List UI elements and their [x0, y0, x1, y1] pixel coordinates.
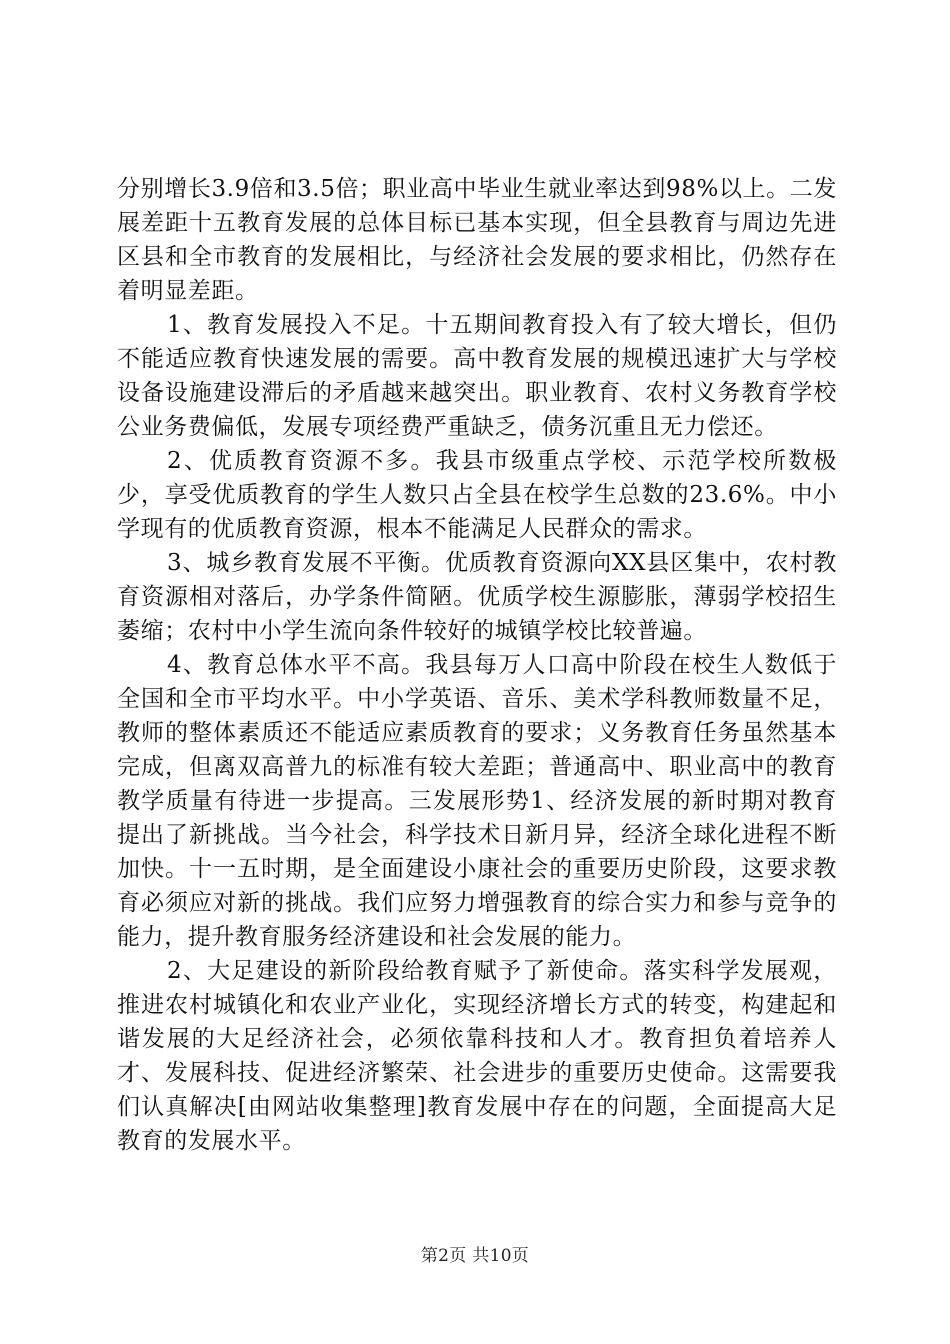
- page-number-indicator: 第2页 共10页: [420, 1246, 530, 1266]
- document-body: [117, 172, 837, 1158]
- paragraph-point-1-investment: 1、教育发展投入不足。十五期间教育投入有了较大增长，但仍不能适应教育快速发展的需要。高中教育发展的规模迅速扩大与学校设备设施建设滞后的矛盾越来越突出。职业教育、农村义务教育学校公业务费偏低，发展专项经费严重缺乏，债务沉重且无力偿还。: [117, 312, 837, 440]
- paragraph-point-4-level: 4、教育总体水平不高。我县每万人口高中阶段在校生人数低于全国和全市平均水平。中小学英语、音乐、美术学科教师数量不足，教师的整体素质还不能适应素质教育的要求；义务教育任务虽然基本完成，但离双高普九的标准有较大差距；普通高中、职业高中的教育教学质量有待进一步提高。三发展形势1、经济发展的新时期对教育提出了新挑战。当今社会，科学技术日新月异，经济全球化进程不断加快。十一五时期，是全面建设小康社会的重要历史阶段，这要求教育必须应对新的挑战。我们应努力增强教育的综合实力和参与竞争的能力，提升教育服务经济建设和社会发展的能力。: [117, 652, 837, 950]
- paragraph-point-3-balance: 3、城乡教育发展不平衡。优质教育资源向XX县区集中，农村教育资源相对落后，办学条件简陋。优质学校生源膨胀，薄弱学校招生萎缩；农村中小学生流向条件较好的城镇学校比较普遍。: [117, 550, 837, 644]
- page-footer: [0, 1241, 950, 1266]
- paragraph-intro: 分别增长3.9倍和3.5倍；职业高中毕业生就业率达到98%以上。二发展差距十五教育发展的总体目标已基本实现，但全县教育与周边先进区县和全市教育的发展相比，与经济社会发展的要求相比，仍然存在着明显差距。: [117, 176, 837, 304]
- paragraph-new-mission: 2、大足建设的新阶段给教育赋予了新使命。落实科学发展观，推进农村城镇化和农业产业化，实现经济增长方式的转变，构建起和谐发展的大足经济社会，必须依靠科技和人才。教育担负着培养人才、发展科技、促进经济繁荣、社会进步的重要历史使命。这需要我们认真解决[由网站收集整理]教育发展中存在的问题，全面提高大足教育的发展水平。: [117, 958, 837, 1154]
- paragraph-point-2-resources: 2、优质教育资源不多。我县市级重点学校、示范学校所数极少，享受优质教育的学生人数只占全县在校学生总数的23.6%。中小学现有的优质教育资源，根本不能满足人民群众的需求。: [117, 448, 837, 542]
